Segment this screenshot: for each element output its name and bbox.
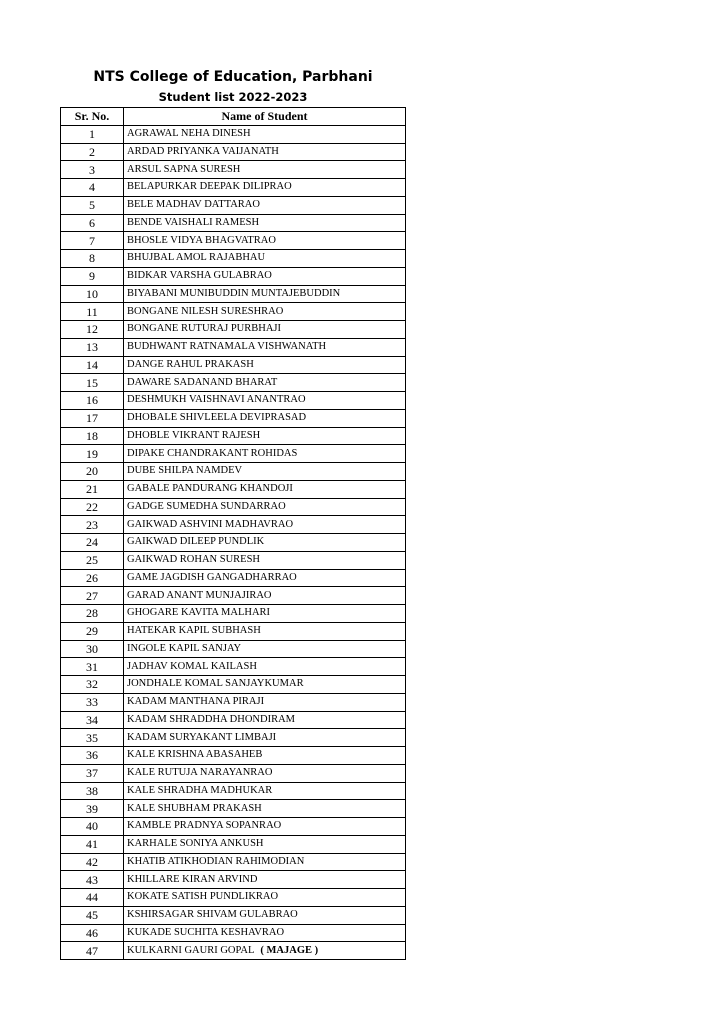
student-name-cell (124, 569, 406, 587)
serial-number-cell: 9 (61, 267, 124, 285)
serial-number-cell: 30 (61, 640, 124, 658)
table-row (61, 534, 406, 552)
student-name: DIPAKE CHANDRAKANT ROHIDAS (127, 447, 298, 459)
table-row (61, 924, 406, 942)
serial-number-cell: 47 (61, 942, 124, 960)
student-name-cell (124, 835, 406, 853)
serial-number-cell: 13 (61, 338, 124, 356)
student-name: KADAM SHRADDHA DHONDIRAM (127, 713, 296, 725)
serial-number-cell: 15 (61, 374, 124, 392)
student-name: AGRAWAL NEHA DINESH (127, 128, 251, 140)
student-name: DUBE SHILPA NAMDEV (127, 465, 243, 477)
serial-number-cell: 14 (61, 356, 124, 374)
student-name-cell (124, 853, 406, 871)
student-name-cell (124, 676, 406, 694)
serial-number-cell: 10 (61, 285, 124, 303)
serial-number-cell: 12 (61, 321, 124, 339)
student-name: KHILLARE KIRAN ARVIND (127, 873, 258, 885)
student-name: KUKADE SUCHITA KESHAVRAO (127, 926, 285, 938)
table-row (61, 800, 406, 818)
student-name-cell (124, 747, 406, 765)
student-name-cell (124, 285, 406, 303)
student-name-cell (124, 906, 406, 924)
table-row (61, 516, 406, 534)
serial-number-cell: 19 (61, 445, 124, 463)
serial-number-cell: 26 (61, 569, 124, 587)
serial-number-cell: 20 (61, 463, 124, 481)
student-name: GHOGARE KAVITA MALHARI (127, 607, 271, 619)
student-name: KULKARNI GAURI GOPAL (127, 944, 255, 956)
student-name-cell (124, 605, 406, 623)
student-name-cell (124, 889, 406, 907)
student-name-cell (124, 196, 406, 214)
student-name-cell (124, 658, 406, 676)
serial-number-cell: 21 (61, 480, 124, 498)
table-row (61, 587, 406, 605)
serial-number-cell: 29 (61, 622, 124, 640)
student-name-cell (124, 480, 406, 498)
student-name: KALE KRISHNA ABASAHEB (127, 749, 263, 761)
table-row (61, 835, 406, 853)
serial-number-cell: 37 (61, 764, 124, 782)
table-row (61, 409, 406, 427)
student-name: JADHAV KOMAL KAILASH (127, 660, 257, 672)
student-name: BIYABANI MUNIBUDDIN MUNTAJEBUDDIN (127, 287, 341, 299)
student-name: BELE MADHAV DATTARAO (127, 199, 260, 211)
table-row (61, 214, 406, 232)
student-name-cell (124, 250, 406, 268)
serial-number-cell: 34 (61, 711, 124, 729)
table-row (61, 871, 406, 889)
table-row (61, 356, 406, 374)
student-name-cell (124, 516, 406, 534)
student-name-cell (124, 161, 406, 179)
table-row (61, 640, 406, 658)
student-name: GAIKWAD ROHAN SURESH (127, 554, 261, 566)
student-name-cell (124, 427, 406, 445)
table-row (61, 267, 406, 285)
student-name: ARDAD PRIYANKA VAIJANATH (127, 145, 279, 157)
student-name: BONGANE RUTURAJ PURBHAJI (127, 323, 282, 335)
serial-number-cell: 22 (61, 498, 124, 516)
serial-number-cell: 38 (61, 782, 124, 800)
student-name: BONGANE NILESH SURESHRAO (127, 305, 284, 317)
table-row (61, 427, 406, 445)
student-name-cell (124, 214, 406, 232)
student-rows (61, 125, 406, 959)
student-name-cell (124, 267, 406, 285)
student-name: GAME JAGDISH GANGADHARRAO (127, 571, 297, 583)
student-name-cell (124, 356, 406, 374)
student-name-cell (124, 303, 406, 321)
student-name: DESHMUKH VAISHNAVI ANANTRAO (127, 394, 306, 406)
table-row (61, 250, 406, 268)
student-name: GAIKWAD DILEEP PUNDLIK (127, 536, 265, 548)
table-row (61, 338, 406, 356)
table-row (61, 622, 406, 640)
student-name: BENDE VAISHALI RAMESH (127, 216, 260, 228)
student-name: KARHALE SONIYA ANKUSH (127, 838, 264, 850)
student-name: GABALE PANDURANG KHANDOJI (127, 483, 293, 495)
student-name-cell (124, 338, 406, 356)
table-row (61, 711, 406, 729)
student-name: GAIKWAD ASHVINI MADHAVRAO (127, 518, 294, 530)
student-name: DANGE RAHUL PRAKASH (127, 358, 254, 370)
student-name: BHOSLE VIDYA BHAGVATRAO (127, 234, 276, 246)
student-name: JONDHALE KOMAL SANJAYKUMAR (127, 678, 304, 690)
serial-number-cell: 41 (61, 835, 124, 853)
student-name-cell (124, 729, 406, 747)
student-name-cell (124, 374, 406, 392)
table-row (61, 729, 406, 747)
table-row (61, 392, 406, 410)
serial-number-cell: 35 (61, 729, 124, 747)
serial-number-cell: 45 (61, 906, 124, 924)
serial-number-cell: 11 (61, 303, 124, 321)
table-row (61, 445, 406, 463)
serial-number-cell: 43 (61, 871, 124, 889)
table-row (61, 764, 406, 782)
serial-number-cell: 18 (61, 427, 124, 445)
student-name: KOKATE SATISH PUNDLIKRAO (127, 891, 279, 903)
student-name-cell (124, 640, 406, 658)
serial-number-cell: 8 (61, 250, 124, 268)
student-name-cell (124, 924, 406, 942)
student-name-cell (124, 463, 406, 481)
student-name: DAWARE SADANAND BHARAT (127, 376, 278, 388)
student-name-cell (124, 818, 406, 836)
table-row (61, 285, 406, 303)
student-name: GARAD ANANT MUNJAJIRAO (127, 589, 272, 601)
serial-number-cell: 39 (61, 800, 124, 818)
serial-number-cell: 7 (61, 232, 124, 250)
table-row (61, 179, 406, 197)
table-row (61, 143, 406, 161)
student-name-cell (124, 551, 406, 569)
student-name-note: ( MAJAGE ) (260, 944, 319, 956)
table-row (61, 906, 406, 924)
student-name: BHUJBAL AMOL RAJABHAU (127, 252, 266, 264)
student-name-cell (124, 498, 406, 516)
student-name: KAMBLE PRADNYA SOPANRAO (127, 820, 282, 832)
table-row (61, 321, 406, 339)
student-name: ARSUL SAPNA SURESH (127, 163, 241, 175)
table-row (61, 942, 406, 960)
student-name: DHOBLE VIKRANT RAJESH (127, 429, 261, 441)
student-name: GADGE SUMEDHA SUNDARRAO (127, 500, 286, 512)
table-row (61, 551, 406, 569)
serial-number-cell: 3 (61, 161, 124, 179)
student-name-cell (124, 125, 406, 143)
student-name-cell (124, 800, 406, 818)
table-row (61, 125, 406, 143)
student-name-cell (124, 179, 406, 197)
student-name-cell (124, 232, 406, 250)
serial-number-cell: 17 (61, 409, 124, 427)
student-name-cell (124, 782, 406, 800)
table-row (61, 480, 406, 498)
serial-number-cell: 44 (61, 889, 124, 907)
student-name-cell (124, 711, 406, 729)
table-row (61, 889, 406, 907)
table-row (61, 747, 406, 765)
student-name: DHOBALE SHIVLEELA DEVIPRASAD (127, 412, 307, 424)
list-subtitle: Student list 2022-2023 (158, 90, 308, 104)
student-name-cell (124, 321, 406, 339)
table-row (61, 463, 406, 481)
serial-number-cell: 31 (61, 658, 124, 676)
table-row (61, 232, 406, 250)
serial-number-cell: 4 (61, 179, 124, 197)
table-header-row (61, 108, 406, 126)
table-row (61, 853, 406, 871)
student-name-cell (124, 942, 406, 960)
serial-number-cell: 46 (61, 924, 124, 942)
serial-number-cell: 24 (61, 534, 124, 552)
student-name: BELAPURKAR DEEPAK DILIPRAO (127, 181, 292, 193)
student-name-cell (124, 871, 406, 889)
serial-number-cell: 28 (61, 605, 124, 623)
student-name-cell (124, 534, 406, 552)
serial-number-cell: 16 (61, 392, 124, 410)
student-name: BUDHWANT RATNAMALA VISHWANATH (127, 341, 327, 353)
serial-number-cell: 36 (61, 747, 124, 765)
student-name: HATEKAR KAPIL SUBHASH (127, 625, 261, 637)
column-header-name: Name of Student (124, 108, 406, 126)
student-name-cell (124, 143, 406, 161)
table-row (61, 605, 406, 623)
serial-number-cell: 42 (61, 853, 124, 871)
student-name-cell (124, 764, 406, 782)
serial-number-cell: 27 (61, 587, 124, 605)
student-name: KADAM MANTHANA PIRAJI (127, 696, 265, 708)
serial-number-cell: 5 (61, 196, 124, 214)
serial-number-cell: 23 (61, 516, 124, 534)
serial-number-cell: 40 (61, 818, 124, 836)
student-name-cell (124, 693, 406, 711)
college-title: NTS College of Education, Parbhani (93, 69, 373, 85)
student-name: INGOLE KAPIL SANJAY (127, 642, 242, 654)
table-row (61, 161, 406, 179)
table-row (61, 498, 406, 516)
student-name-cell (124, 445, 406, 463)
table-row (61, 818, 406, 836)
serial-number-cell: 6 (61, 214, 124, 232)
serial-number-cell: 1 (61, 125, 124, 143)
table-row (61, 196, 406, 214)
table-row (61, 658, 406, 676)
student-name-cell (124, 392, 406, 410)
student-name: KALE SHRADHA MADHUKAR (127, 784, 273, 796)
column-header-sr-no: Sr. No. (61, 108, 124, 126)
table-row (61, 374, 406, 392)
student-table (60, 107, 406, 960)
student-name: KSHIRSAGAR SHIVAM GULABRAO (127, 909, 298, 921)
student-name-cell (124, 587, 406, 605)
serial-number-cell: 2 (61, 143, 124, 161)
serial-number-cell: 25 (61, 551, 124, 569)
table-row (61, 569, 406, 587)
table-row (61, 693, 406, 711)
serial-number-cell: 33 (61, 693, 124, 711)
student-name-cell (124, 409, 406, 427)
student-name: KALE RUTUJA NARAYANRAO (127, 767, 273, 779)
student-name: KHATIB ATIKHODIAN RAHIMODIAN (127, 855, 305, 867)
student-name: BIDKAR VARSHA GULABRAO (127, 270, 272, 282)
table-row (61, 782, 406, 800)
table-row (61, 303, 406, 321)
student-name-cell (124, 622, 406, 640)
student-name: KALE SHUBHAM PRAKASH (127, 802, 262, 814)
table-row (61, 676, 406, 694)
serial-number-cell: 32 (61, 676, 124, 694)
student-name: KADAM SURYAKANT LIMBAJI (127, 731, 277, 743)
